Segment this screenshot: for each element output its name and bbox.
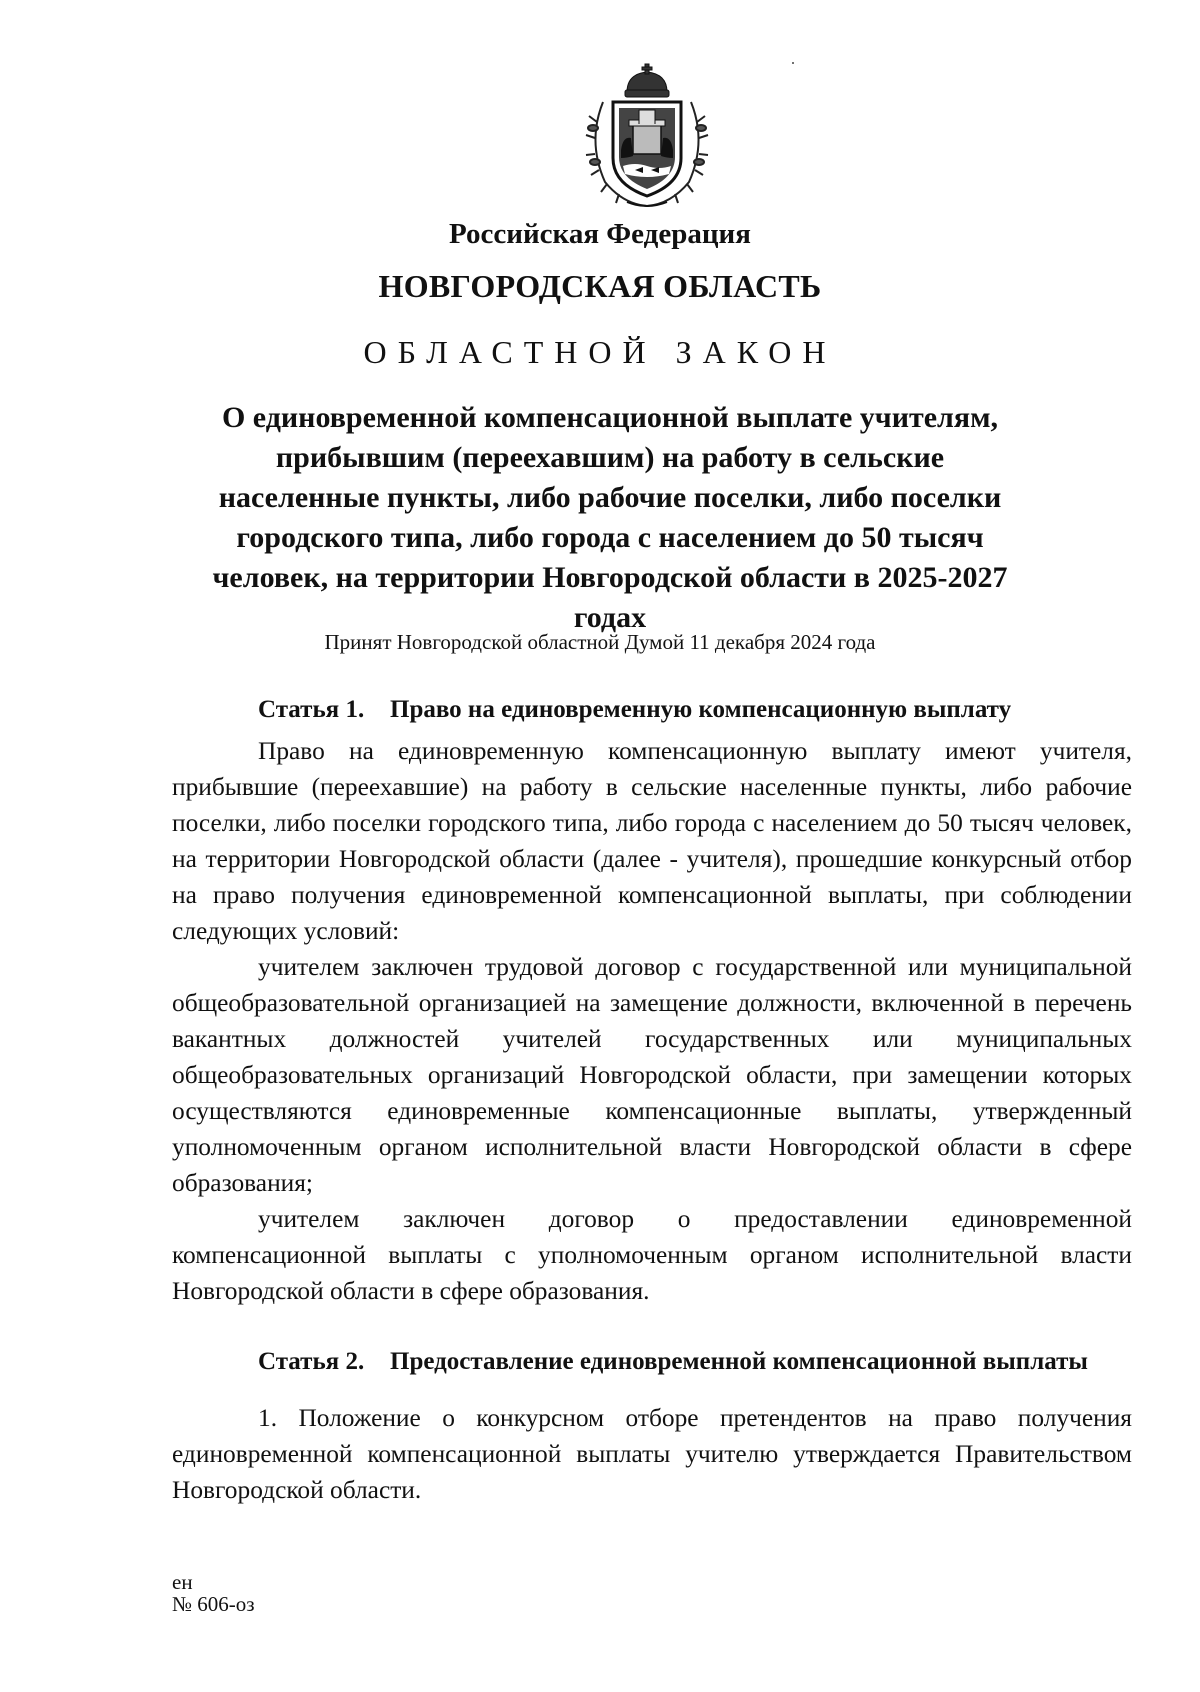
document-footer — [172, 1571, 255, 1615]
law-title: О единовременной компенсационной выплате учителям, прибывшим (переехавшим) на работу в сельские населенные пункты, либо рабочие поселки, либо поселки городского типа, либо города с населением до 50 тысяч человек, на территории Новгородской области в 2025-2027 годах — [212, 401, 1008, 634]
article-1-heading — [258, 697, 1108, 723]
article-1-title: Право на единовременную компенсационную выплату — [390, 696, 1012, 723]
country-name: Российская Федерация — [449, 218, 751, 250]
article-1-paragraph: учителем заключен договор о предоставлении единовременной компенсационной выплаты с уполномоченным органом исполнительной власти Новгородской области в сфере образования. — [172, 1205, 1132, 1305]
scan-speck — [792, 62, 794, 64]
document-type: ОБЛАСТНОЙ ЗАКОН — [363, 334, 837, 370]
region-name: НОВГОРОДСКАЯ ОБЛАСТЬ — [378, 268, 822, 304]
article-2-number: Статья 2. — [258, 1348, 365, 1375]
article-1-paragraph: учителем заключен трудовой договор с государственной или муниципальной общеобразовательной организацией на замещение должности, включенной в перечень вакантных должностей учителей государственных или муниципальных общеобразовательных организаций Новгородской области, при замещении которых осуществляются единовременные компенсационные выплаты, утвержденный уполномоченным органом исполнительной власти Новгородской области в сфере образования; — [172, 953, 1132, 1197]
adoption-note: Принят Новгородской областной Думой 11 декабря 2024 года — [324, 630, 876, 654]
article-2-title: Предоставление единовременной компенсационной выплаты — [390, 1348, 1088, 1375]
article-1-paragraph: Право на единовременную компенсационную выплату имеют учителя, прибывшие (переехавшие) на работу в сельские населенные пункты, либо рабочие поселки, либо поселки городского типа, либо города с населением до 50 тысяч человек, на территории Новгородской области (далее - учителя), прошедшие конкурсный отбор на право получения единовременной компенсационной выплаты, при соблюдении следующих условий: — [172, 737, 1132, 945]
article-2-paragraph: 1. Положение о конкурсном отборе претендентов на право получения единовременной компенсационной выплаты учителю утверждается Правительством Новгородской области. — [172, 1404, 1132, 1504]
article-2-heading — [258, 1349, 1108, 1375]
novgorod-coat-of-arms-icon — [583, 62, 711, 210]
article-1-number: Статья 1. — [258, 696, 365, 723]
law-number: № 606-оз — [172, 1592, 255, 1616]
footer-initials: ен — [172, 1570, 193, 1594]
